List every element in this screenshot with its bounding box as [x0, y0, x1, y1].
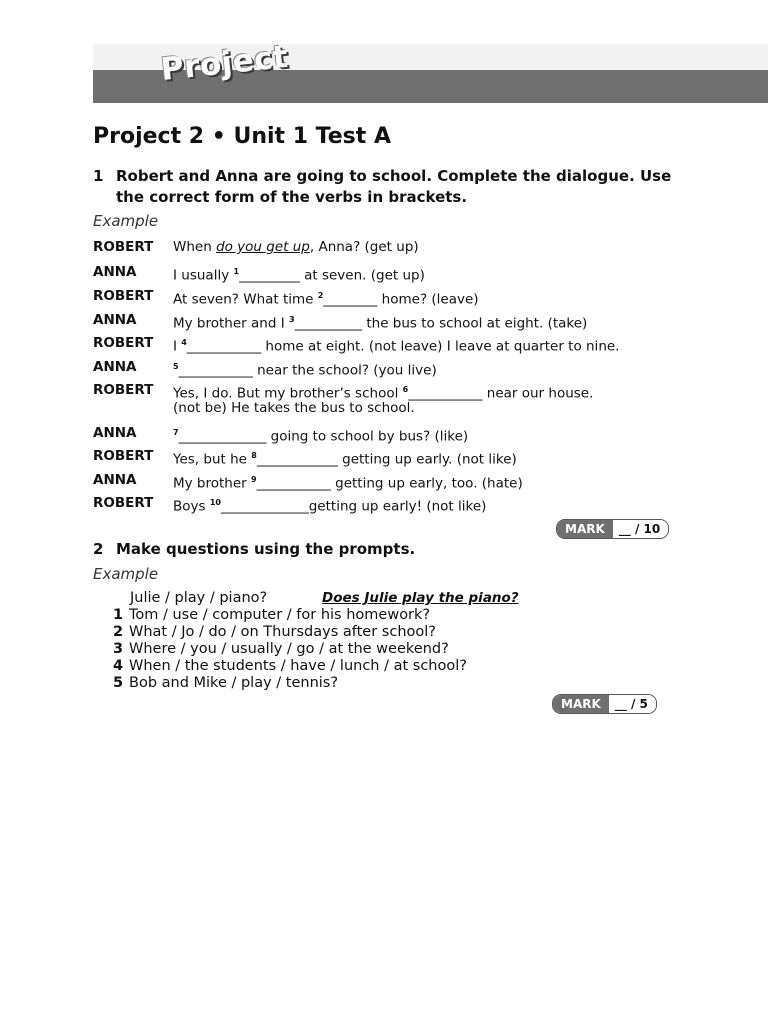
speaker-label: ROBERT [93, 239, 154, 255]
project-logo: Project [159, 38, 290, 88]
speaker-label: ROBERT [93, 448, 154, 464]
speaker-label: ANNA [93, 472, 137, 488]
q2-example-label: Example [93, 565, 159, 583]
dialogue-line: My brother and I $^3$__________ the bus to school at eight. (take) [173, 315, 588, 332]
q2-number: 2 [93, 540, 104, 558]
speaker-label: ANNA [93, 425, 137, 441]
mark-label: MARK [553, 695, 609, 713]
prompt-item: 2 What / Jo / do / on Thursdays after school? [113, 624, 436, 640]
dialogue-line: My brother $^9$___________ getting up early, too. (hate) [173, 475, 523, 492]
dialogue-line: I usually $^1$_________ at seven. (get up) [173, 267, 425, 284]
q1-example-label: Example [93, 212, 159, 230]
dialogue-line: When do you get up, Anna? (get up) [173, 239, 419, 255]
q2-instruction: Make questions using the prompts. [116, 540, 416, 558]
q2-heading [93, 539, 676, 560]
dialogue-line: Yes, but he $^8$____________ getting up early. (not like) [173, 451, 517, 468]
prompt-item: 5 Bob and Mike / play / tennis? [113, 675, 339, 691]
mark-label: MARK [557, 520, 613, 538]
q2-mark-box [552, 694, 657, 714]
q1-heading [93, 166, 676, 208]
speaker-label: ANNA [93, 312, 137, 328]
dialogue-line: $^5$___________ near the school? (you live) [173, 362, 437, 379]
dialogue-line: Boys $^{10}$_____________getting up early! (not like) [173, 498, 487, 515]
page-title: Project 2 • Unit 1 Test A [93, 124, 391, 149]
q2-example-prompt: Julie / play / piano? [130, 590, 268, 606]
prompt-item: 1 Tom / use / computer / for his homework? [113, 607, 431, 623]
speaker-label: ROBERT [93, 495, 154, 511]
mark-score: __ / 10 [613, 520, 668, 538]
speaker-label: ROBERT [93, 382, 154, 398]
dialogue-line: At seven? What time $^2$________ home? (leave) [173, 291, 479, 308]
q1-instruction: Robert and Anna are going to school. Complete the dialogue. Use the correct form of the verbs in brackets. [116, 167, 672, 206]
example-answer: do you get up [216, 239, 310, 255]
prompt-item: 3 Where / you / usually / go / at the weekend? [113, 641, 449, 657]
speaker-label: ROBERT [93, 288, 154, 304]
mark-score: __ / 5 [609, 695, 656, 713]
dialogue-line: I $^4$___________ home at eight. (not leave) I leave at quarter to nine. [173, 338, 620, 355]
q2-example-answer: Does Julie play the piano? [322, 590, 519, 606]
dialogue-line: $^7$_____________ going to school by bus? (like) [173, 428, 469, 445]
dialogue-line-continued: (not be) He takes the bus to school. [173, 400, 415, 416]
dialogue-line: Yes, I do. But my brother’s school $^6$___________ near our house. [173, 385, 594, 402]
speaker-label: ROBERT [93, 335, 154, 351]
q1-number: 1 [93, 167, 104, 185]
prompt-item: 4 When / the students / have / lunch / at school? [113, 658, 467, 674]
q1-mark-box [556, 519, 669, 539]
speaker-label: ANNA [93, 264, 137, 280]
speaker-label: ANNA [93, 359, 137, 375]
